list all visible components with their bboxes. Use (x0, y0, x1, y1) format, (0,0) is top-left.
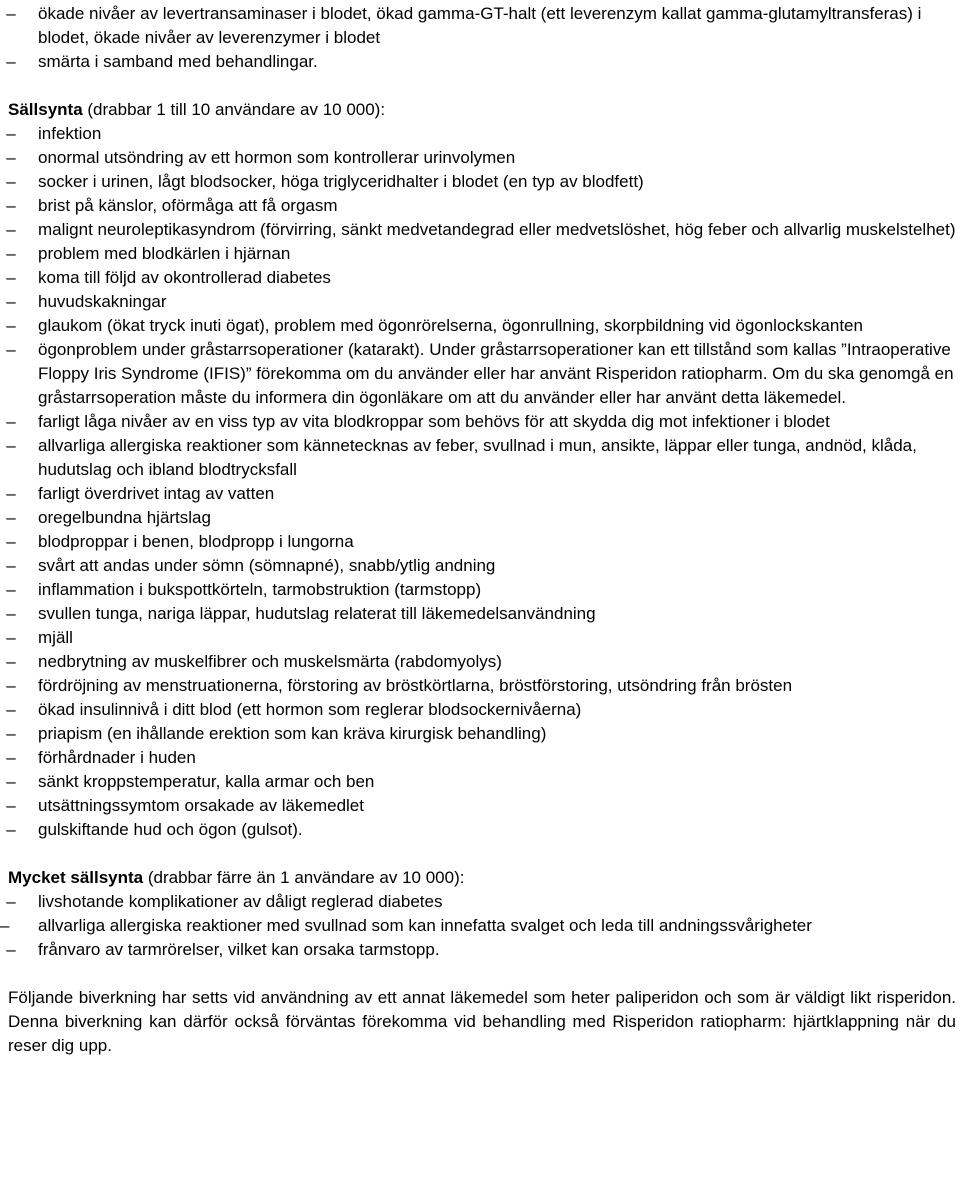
list-item: – svårt att andas under sömn (sömnapné), snabb/ytlig andning (8, 554, 960, 578)
dash-bullet: – (6, 748, 16, 767)
list-item: – livshotande komplikationer av dåligt reglerad diabetes (8, 890, 960, 914)
dash-bullet: – (6, 316, 16, 335)
dash-bullet: – (6, 604, 16, 623)
list-item: – glaukom (ökat tryck inuti ögat), problem med ögonrörelserna, ögonrullning, skorpbildning vid ögonlockskanten (8, 314, 960, 338)
dash-bullet: – (6, 124, 16, 143)
list-item: – svullen tunga, nariga läppar, hudutslag relaterat till läkemedelsanvändning (8, 602, 960, 626)
dash-bullet: – (6, 52, 16, 71)
list-item: – utsättningssymtom orsakade av läkemedlet (8, 794, 960, 818)
very-rare-heading (8, 866, 960, 890)
very-rare-side-effects-list (0, 890, 960, 962)
dash-bullet: – (6, 244, 16, 263)
list-item: – brist på känslor, oförmåga att få orgasm (8, 194, 960, 218)
list-item: – farligt låga nivåer av en viss typ av vita blodkroppar som behövs för att skydda dig mot infektioner i blodet (8, 410, 960, 434)
list-item: – ökad insulinnivå i ditt blod (ett hormon som reglerar blodsockernivåerna) (8, 698, 960, 722)
dash-bullet: – (6, 196, 16, 215)
list-item: – ögonproblem under gråstarrsoperationer (katarakt). Under gråstarrsoperationer kan ett tillstånd som kallas ”Intraoperative Floppy Iris Syndrome (IFIS)” förekomma om du använder eller har använt Risperidon ratiopharm. Om du ska genomgå en gråstarrsoperation måste du informera din ögonläkare om att du använder eller har använt detta läkemedel. (8, 338, 960, 410)
list-item: – farligt överdrivet intag av vatten (8, 482, 960, 506)
spacer (8, 962, 960, 986)
side-effects-list-continued (8, 2, 960, 74)
list-item: – priapism (en ihållande erektion som kan kräva kirurgisk behandling) (8, 722, 960, 746)
dash-bullet: – (6, 580, 16, 599)
dash-bullet: – (6, 412, 16, 431)
spacer (8, 74, 960, 98)
dash-bullet: – (6, 700, 16, 719)
rare-heading-bold: Sällsynta (8, 100, 83, 119)
list-item: – inflammation i bukspottkörteln, tarmobstruktion (tarmstopp) (8, 578, 960, 602)
document-page (0, 2, 960, 1204)
dash-bullet: – (6, 532, 16, 551)
list-item: – sänkt kroppstemperatur, kalla armar och ben (8, 770, 960, 794)
dash-bullet: – (6, 724, 16, 743)
list-item: – smärta i samband med behandlingar. (8, 50, 960, 74)
list-item: – gulskiftande hud och ögon (gulsot). (8, 818, 960, 842)
list-item: – mjäll (8, 626, 960, 650)
list-item: – koma till följd av okontrollerad diabetes (8, 266, 960, 290)
paliperidone-note-paragraph: Följande biverkning har setts vid användning av ett annat läkemedel som heter paliperidon och som är väldigt likt risperidon. Denna biverkning kan därför också förväntas förekomma vid behandling med Risperidon ratiopharm: hjärtklappning när du reser dig upp. (8, 988, 956, 1055)
dash-bullet: – (6, 484, 16, 503)
list-item: – oregelbundna hjärtslag (8, 506, 960, 530)
dash-bullet: – (6, 436, 16, 455)
dash-bullet: – (6, 820, 16, 839)
rare-heading-rest: (drabbar 1 till 10 användare av 10 000): (82, 100, 386, 119)
rare-side-effects-list (8, 122, 960, 842)
very-rare-heading-bold: Mycket sällsynta (8, 868, 144, 887)
list-item: – frånvaro av tarmrörelser, vilket kan orsaka tarmstopp. (8, 938, 960, 962)
dash-bullet: – (6, 796, 16, 815)
dash-bullet: – (6, 628, 16, 647)
list-item: – fördröjning av menstruationerna, förstoring av bröstkörtlarna, bröstförstoring, utsöndring från brösten (8, 674, 960, 698)
dash-bullet: – (6, 556, 16, 575)
dash-bullet: – (6, 220, 16, 239)
list-item: – nedbrytning av muskelfibrer och muskelsmärta (rabdomyolys) (8, 650, 960, 674)
list-item: – allvarliga allergiska reaktioner med svullnad som kan innefatta svalget och leda till andningssvårigheter (8, 914, 960, 938)
list-item: – blodproppar i benen, blodpropp i lungorna (8, 530, 960, 554)
dash-bullet: – (6, 292, 16, 311)
dash-bullet: – (6, 940, 16, 959)
dash-bullet: – (6, 892, 16, 911)
spacer (8, 842, 960, 866)
list-item: – huvudskakningar (8, 290, 960, 314)
list-item: – malignt neuroleptikasyndrom (förvirring, sänkt medvetandegrad eller medvetslöshet, hög feber och allvarlig muskelstelhet) (8, 218, 960, 242)
dash-bullet: – (6, 268, 16, 287)
dash-bullet: – (6, 172, 16, 191)
list-item: – ökade nivåer av levertransaminaser i blodet, ökad gamma-GT-halt (ett leverenzym kallat gamma-glutamyltransferas) i blodet, ökade nivåer av leverenzymer i blodet (8, 2, 960, 50)
dash-bullet: – (6, 340, 16, 359)
list-item: – problem med blodkärlen i hjärnan (8, 242, 960, 266)
very-rare-heading-rest: (drabbar färre än 1 användare av 10 000): (143, 868, 465, 887)
dash-bullet: – (6, 772, 16, 791)
list-item: – allvarliga allergiska reaktioner som kännetecknas av feber, svullnad i mun, ansikte, läppar eller tunga, andnöd, klåda, hudutslag och ibland blodtrycksfall (8, 434, 960, 482)
dash-bullet: – (6, 652, 16, 671)
dash-bullet: – (6, 676, 16, 695)
dash-bullet: – (6, 508, 16, 527)
list-item: – infektion (8, 122, 960, 146)
dash-bullet: – (6, 4, 16, 23)
list-item: – onormal utsöndring av ett hormon som kontrollerar urinvolymen (8, 146, 960, 170)
list-item: – socker i urinen, lågt blodsocker, höga triglyceridhalter i blodet (en typ av blodfett) (8, 170, 960, 194)
dash-bullet: – (0, 916, 10, 935)
dash-bullet: – (6, 148, 16, 167)
rare-heading (8, 98, 960, 122)
list-item: – förhårdnader i huden (8, 746, 960, 770)
